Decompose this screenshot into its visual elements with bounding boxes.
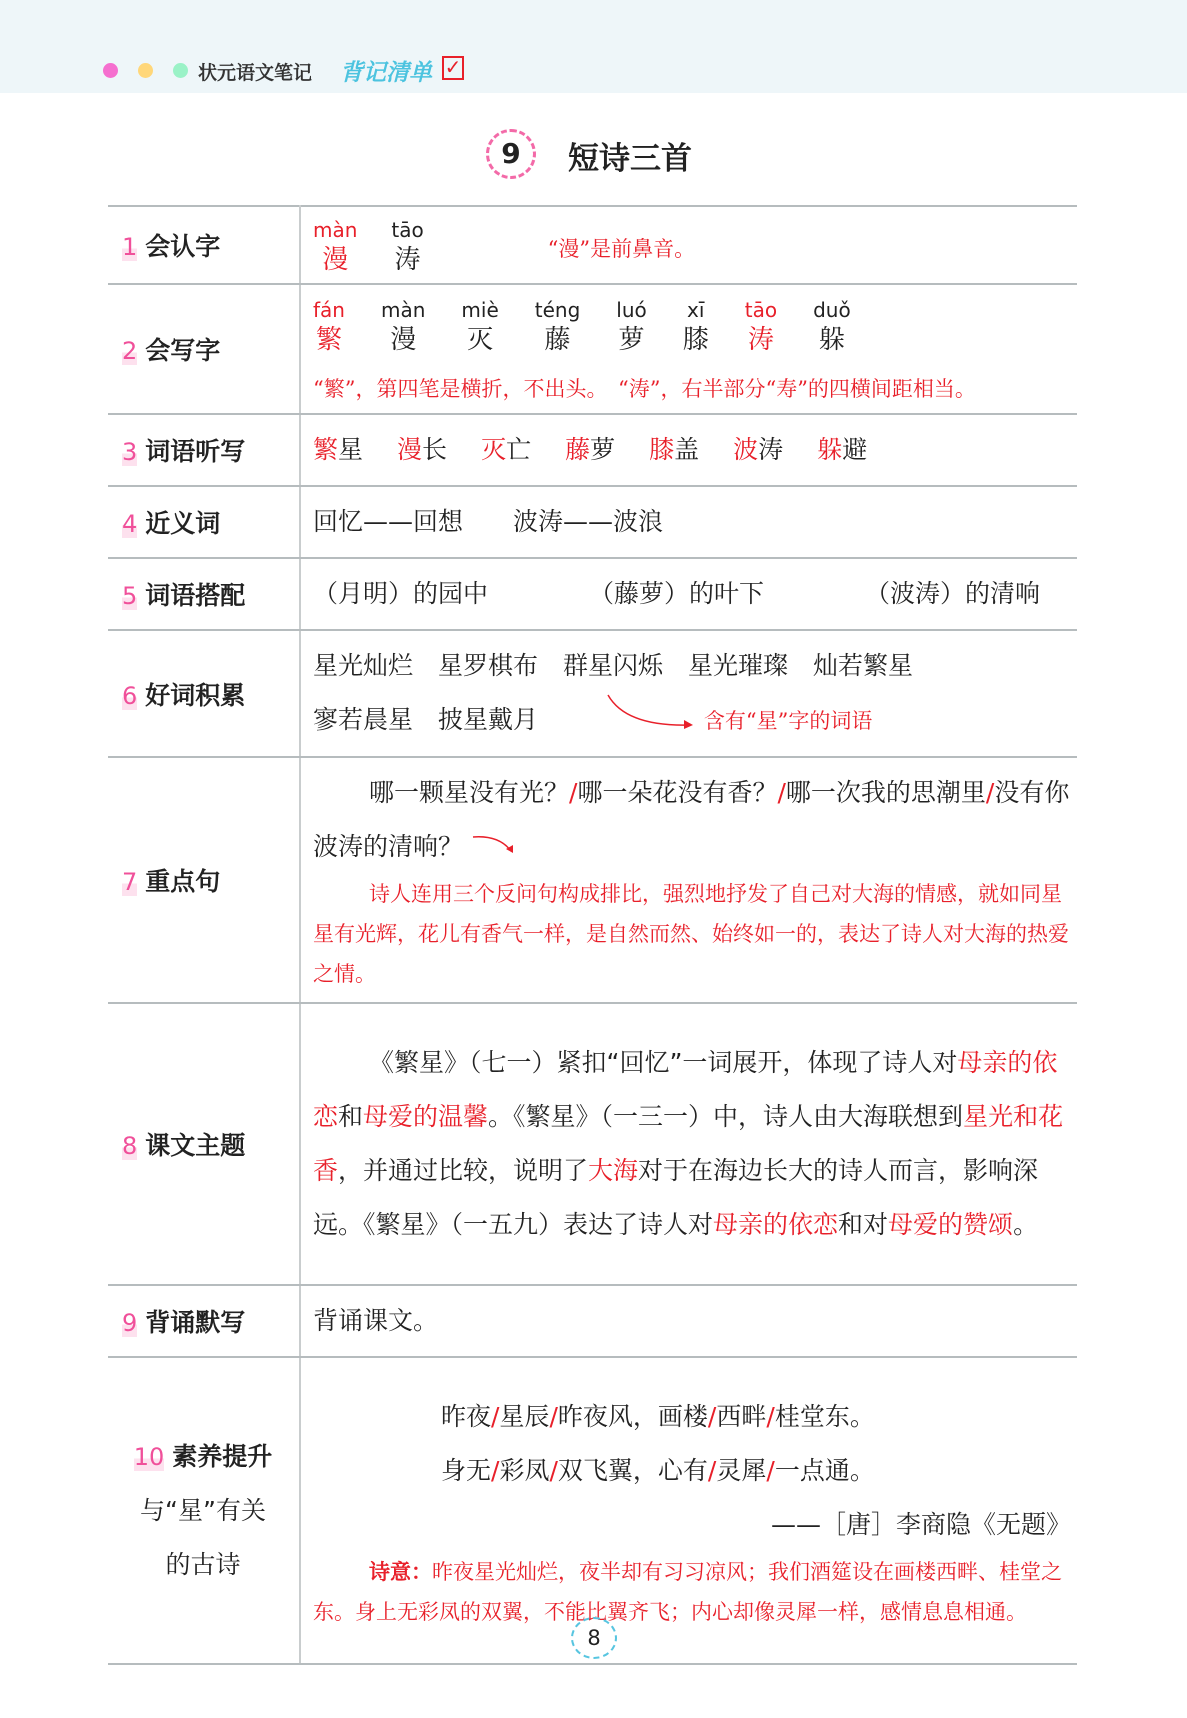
text: 哪一颗星没有光？: [369, 778, 570, 807]
text: 重点句: [145, 867, 221, 896]
hanzi: 藤: [565, 435, 591, 464]
row-label: [108, 1003, 300, 1285]
text: 词语听写: [145, 437, 246, 466]
dictation-word: [649, 435, 699, 464]
text: 4: [122, 510, 138, 538]
theme-text: 。《繁星》（一三一）中，诗人由大海联想到: [488, 1102, 964, 1131]
row-label: [108, 284, 300, 414]
char-with-pinyin: [813, 295, 851, 355]
row-good-words: [108, 630, 1077, 757]
hanzi: 躲: [818, 325, 845, 355]
text: tāo: [391, 218, 424, 242]
pinyin: màn: [380, 298, 426, 322]
row-content: [300, 1003, 1077, 1285]
hanzi: 长: [422, 435, 448, 464]
slash: /: [549, 1455, 558, 1485]
text: 诗人连用三个反问句构成排比，强烈地抒发了自己对大海的情感，就如同星星有光辉，花儿有香气一样，是自然而然、始终如一的，表达了诗人对大海的热爱之情。: [313, 882, 1069, 986]
text: màn: [313, 218, 358, 242]
row-content: [300, 757, 1077, 1003]
text: 诗意：: [369, 1558, 432, 1584]
poem-text: 星辰: [499, 1401, 550, 1431]
text: 素养提升: [172, 1441, 273, 1471]
poem-text: 彩凤: [499, 1455, 550, 1485]
theme-text: ，并通过比较，说明了: [338, 1156, 589, 1185]
hanzi: 星: [338, 435, 364, 464]
text: 7: [122, 868, 138, 896]
char-with-pinyin: [745, 295, 777, 355]
text: /: [777, 778, 786, 807]
text: 3: [122, 438, 138, 466]
dictation-word: [481, 435, 531, 464]
hanzi: 繁: [315, 325, 342, 355]
row-dictation: [108, 414, 1077, 486]
hanzi: 漫: [390, 325, 417, 355]
text: 背诵默写: [145, 1308, 246, 1337]
char-with-pinyin: [616, 295, 646, 355]
green-dot-icon: [173, 63, 188, 78]
theme-text: 母爱的温馨: [363, 1102, 489, 1131]
char-with-pinyin: [313, 295, 345, 355]
hanzi: 亡: [506, 435, 532, 464]
pink-dot-icon: [103, 63, 118, 78]
page-number: 8: [571, 1617, 617, 1659]
theme-text: 《繁星》（七一）紧扣“回忆”一词展开，体现了诗人对: [369, 1048, 958, 1077]
header-band: [0, 0, 1187, 93]
pinyin: duǒ: [813, 298, 851, 322]
row-label: [108, 414, 300, 486]
hanzi: 膝: [682, 325, 709, 355]
hanzi: 漫: [397, 435, 423, 464]
row-label: [108, 486, 300, 558]
text: 与“星”有关的古诗: [140, 1495, 266, 1579]
row-content: [300, 284, 1077, 414]
pinyin: téng: [534, 298, 581, 322]
hanzi: 繁: [313, 435, 339, 464]
char-with-pinyin: [461, 295, 498, 355]
lesson-number: 9: [486, 129, 536, 179]
hanzi: 盖: [674, 435, 700, 464]
pinyin: miè: [461, 298, 499, 322]
theme-text: 大海: [588, 1156, 639, 1185]
row-content: [300, 206, 1077, 284]
theme-text: 对于在海边长大的诗人而言，影响深远。《繁星》（一五九）表达了诗人对: [313, 1156, 1039, 1239]
text: 5: [122, 582, 138, 610]
text: 1: [122, 233, 138, 261]
text: /: [569, 778, 578, 807]
hanzi: 灭: [481, 435, 507, 464]
char-with-pinyin: [535, 295, 581, 355]
text: 哪一次我的思潮里: [785, 778, 986, 807]
hanzi: 波: [733, 435, 759, 464]
poem-text: 昨夜: [441, 1401, 492, 1431]
dictation-word: [313, 435, 363, 464]
row-label: [108, 206, 300, 284]
slash: /: [766, 1401, 775, 1431]
poem-text: 桂堂东。: [774, 1401, 875, 1431]
theme-text: 星光和花香: [313, 1102, 1064, 1185]
text: 10: [133, 1442, 165, 1471]
poem-text: 灵犀: [716, 1455, 767, 1485]
row-content: [300, 630, 1077, 757]
notes-table: [108, 205, 1077, 1665]
poem-text: 一点通。: [774, 1455, 875, 1485]
text: 近义词: [145, 509, 221, 538]
hanzi: 涛: [747, 325, 774, 355]
checkbox-icon: ✓: [442, 56, 464, 80]
char-with-pinyin: [381, 295, 425, 355]
poem-text: 西畔: [716, 1401, 767, 1431]
row-content: [300, 414, 1077, 486]
hanzi: 灭: [467, 325, 494, 355]
brand-name: 状元语文笔记: [198, 62, 313, 84]
theme-text: 和: [338, 1102, 364, 1131]
row-label: [108, 630, 300, 757]
arrow-icon: [606, 693, 696, 733]
text: 9: [122, 1309, 138, 1337]
text: 2: [122, 337, 138, 365]
text: “繁”，第四笔是横折，不出头。: [313, 377, 597, 401]
text: 哪一朵花没有香？: [577, 778, 778, 807]
text: 昨夜星光灿烂，夜半却有习习凉风；我们酒筵设在画楼西畔、桂堂之东。身上无彩凤的双翼，不能比翼齐飞；内心却像灵犀一样，感情息息相通。: [313, 1559, 1062, 1624]
slash: /: [707, 1455, 717, 1485]
text: 课文主题: [145, 1131, 246, 1160]
row-label: [108, 1357, 300, 1664]
char-with-pinyin: [683, 295, 709, 355]
row-label: [108, 1285, 300, 1357]
text: （藤萝）的叶下: [589, 579, 765, 608]
arrow-icon: [471, 831, 517, 855]
poem-text: 双飞翼，心有: [557, 1455, 708, 1485]
theme-text: 母亲的依恋: [713, 1210, 839, 1239]
text: 没有你波涛的清响？: [313, 778, 1070, 861]
dictation-word: [817, 435, 867, 464]
text: 含有“星”字的词语: [703, 709, 873, 733]
pinyin: xī: [687, 298, 705, 322]
text: 涛: [394, 245, 421, 275]
text: 会认字: [145, 232, 221, 261]
theme-text: 母亲的依恋: [313, 1048, 1058, 1131]
theme-text: 和对: [838, 1210, 889, 1239]
pinyin: tāo: [744, 298, 778, 322]
text: 好词积累: [145, 680, 246, 710]
hanzi: 涛: [758, 435, 784, 464]
text: /: [985, 778, 995, 807]
poem-text: 昨夜风，画楼: [557, 1401, 708, 1431]
hanzi: 膝: [649, 435, 675, 464]
row-label: [108, 757, 300, 1003]
row-theme: [108, 1003, 1077, 1285]
text: 6: [122, 681, 138, 710]
text: 8: [122, 1132, 138, 1160]
row-recognize: [108, 206, 1077, 284]
text: 词语搭配: [145, 581, 246, 610]
hanzi: 避: [842, 435, 868, 464]
row-collocation: [108, 558, 1077, 630]
text: 背诵课文。: [300, 1285, 1077, 1357]
note: “漫”是前鼻音。: [547, 237, 696, 261]
theme-text: 。: [1013, 1210, 1039, 1239]
row-label: [108, 558, 300, 630]
row-content: [300, 1357, 1077, 1664]
dictation-word: [733, 435, 783, 464]
slash: /: [707, 1401, 717, 1431]
row-write: [108, 284, 1077, 414]
row-recite: [108, 1285, 1077, 1357]
yellow-dot-icon: [138, 63, 153, 78]
poem-text: 身无: [441, 1455, 492, 1485]
text: ——［唐］李商隐《无题》: [770, 1509, 1071, 1539]
slash: /: [549, 1401, 558, 1431]
pinyin: fán: [313, 298, 345, 322]
row-key-sentence: [108, 757, 1077, 1003]
hanzi: 藤: [544, 325, 571, 355]
slash: /: [766, 1455, 775, 1485]
text: （波涛）的清响: [865, 579, 1041, 608]
dictation-word: [397, 435, 447, 464]
theme-text: 母爱的赞颂: [888, 1210, 1014, 1239]
hanzi: 萝: [590, 435, 616, 464]
text: “涛”，右半部分“寿”的四横间距相当。: [617, 377, 976, 401]
dictation-word: [565, 435, 615, 464]
hanzi: 萝: [618, 325, 645, 355]
section-name: 背记清单: [340, 60, 432, 86]
slash: /: [491, 1455, 500, 1485]
text: 星光灿烂 星罗棋布 群星闪烁 星光璀璨 灿若繁星: [313, 651, 914, 680]
pinyin: luó: [616, 298, 647, 322]
text: 漫: [322, 245, 349, 275]
text: （月明）的园中: [313, 579, 489, 608]
text: 会写字: [145, 336, 221, 365]
lesson-title: 短诗三首: [568, 141, 692, 177]
hanzi: 躲: [817, 435, 843, 464]
text: 回忆——回想 波涛——波浪: [300, 486, 1077, 558]
text: 寥若晨星 披星戴月: [313, 705, 539, 734]
row-content: [300, 558, 1077, 630]
slash: /: [491, 1401, 500, 1431]
row-synonyms: [108, 486, 1077, 558]
